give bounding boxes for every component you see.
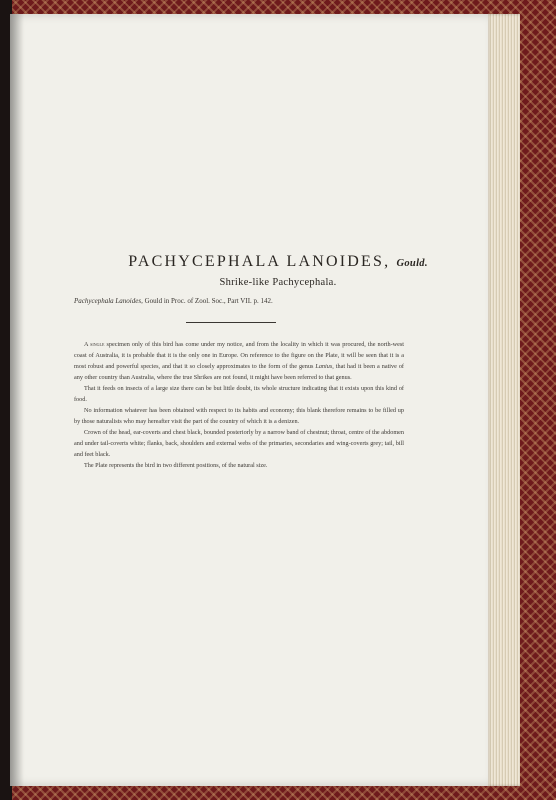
page-gutter [10,14,24,786]
paragraph-1-text-a: specimen only of this bird has come under my notice, and from the locality in which it was procured, the north-west coast of Australia, it is probable that it is the only one in Europe. On reference to the figure on the Plate, it will be seen that it is a most robust and powerful species, and that it so closely approximates to the form of the genus [74,341,404,370]
page-edges [486,14,520,786]
paragraph-1-genus: Lanius [315,363,333,370]
species-title [0,253,556,271]
common-name: Shrike-like Pachycephala. [219,277,337,288]
paragraph-5: The Plate represents the bird in two different positions, of the natural size. [84,462,268,469]
paragraph-1 [74,339,404,383]
paragraph-1-text-b: , that had it been a native of any other country than Australia, where the true Shrikes are not found, it might have been referred to that genus. [74,363,404,381]
description-text [74,339,404,471]
species-name: PACHYCEPHALA LANOIDES, [128,253,391,270]
paragraph-3: No information whatever has been obtained with respect to its habits and economy; this blank therefore remains to be filled up by those naturalists who may hereafter visit the part of the country of which it is a denizen. [74,407,404,425]
species-author: Gould. [396,258,428,269]
citation-species: Pachycephala Lanoides, [74,297,143,305]
citation-source: Gould in Proc. of Zool. Soc., Part VII. p. 142. [144,297,273,305]
paragraph-4: Crown of the head, ear-coverts and chest black, bounded posteriorly by a narrow band of chestnut; throat, centre of the abdomen and under tail-coverts white; flanks, back, shoulders and external webs of the primaries, secondaries and wing-coverts grey; tail, bill and feet black. [74,429,404,458]
citation-line [74,297,273,305]
section-rule [186,322,276,323]
paragraph-2: That it feeds on insects of a large size there can be but little doubt, its whole structure indicating that it exists upon this kind of food. [74,385,404,403]
paragraph-1-lead: A single [84,341,105,348]
